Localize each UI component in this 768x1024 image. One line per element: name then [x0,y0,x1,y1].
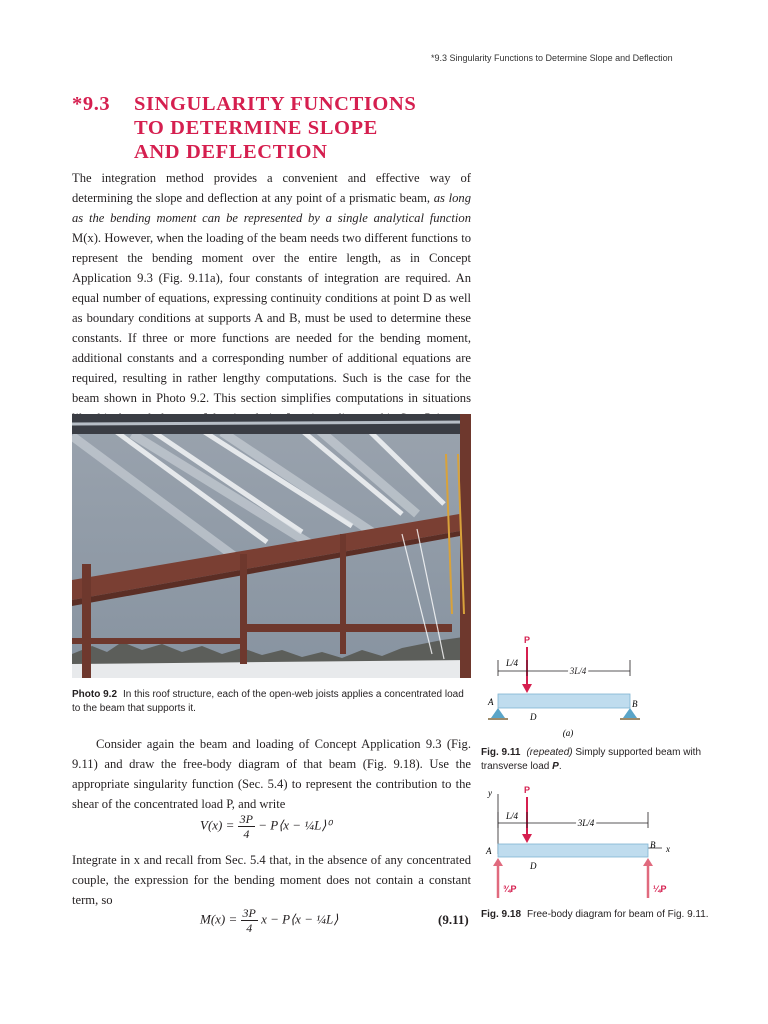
fig11-load-label: P [523,635,531,645]
fig11-caption-text: Simply supported beam with transverse load [481,747,702,772]
fig18-caption [481,908,721,922]
fig11-dim-right: 3L/4 [569,666,587,676]
fig18-dim-left: L/4 [505,811,519,821]
photo-caption-text: In this roof structure, each of the open-web joists applies a concentrated load to the beam that supports it. [72,689,464,714]
intro-text-italic: as long as the bending moment can be represented by a single analytical function [72,191,471,225]
eq1-rest: − P⟨x − ¼L⟩⁰ [258,817,332,833]
running-head: *9.3 Singularity Functions to Determine Slope and Deflection [431,53,673,63]
equation-number: (9.11) [438,912,469,927]
photo-caption [72,688,472,716]
photo-label: Photo 9.2 [72,689,118,700]
eq1-numerator: 3P [239,812,253,826]
eq2-denominator: 4 [246,921,253,935]
intro-text-a: The integration method provides a convenient and effective way of determining the slope and deflection at any point of a prismatic beam, [72,171,471,205]
fig18-reaction-b-arrowhead [643,858,653,866]
eq2-rest: x − P⟨x − ¼L⟩ [261,911,339,927]
fig11-support-a [491,708,505,718]
fig11-point-b: B [632,699,638,709]
eq2-lhs: M(x) = [200,911,238,927]
figure-9-11 [480,632,660,742]
eq2-numerator: 3P [242,906,256,920]
section-title-line-3: AND DEFLECTION [134,141,328,163]
section-number: *9.3 [72,93,111,115]
figure-9-18 [480,782,680,900]
fig11-caption-bold: P [552,761,559,772]
fig11-caption-end: . [558,761,562,772]
fig11-sublabel: (a) [562,728,574,738]
eq2-fraction [241,906,258,935]
fig11-dim-left: L/4 [505,658,519,668]
fig18-load-arrowhead [522,834,532,843]
eq1-fraction [238,812,255,841]
section-title-line-2: TO DETERMINE SLOPE [134,117,378,139]
fig11-point-a: A [488,697,494,707]
fig18-dim-right: 3L/4 [577,818,595,828]
section-title [72,92,492,164]
intro-paragraph [72,168,471,428]
fig11-caption-italic: (repeated) [526,747,573,758]
fig18-y-label: y [488,788,492,798]
fig18-reaction-b-label: ¼P [653,884,667,894]
paragraph-integrate: Integrate in x and recall from Sec. 5.4 that, in the absence of any concentrated couple, the expression for the bending moment does not contain a constant term, so [72,853,471,907]
paragraph-consider: Consider again the beam and loading of Concept Application 9.3 (Fig. 9.11) and draw the free-body diagram of that beam (Fig. 9.18). Use the appropriate singularity function (Sec. 5.4) to represent the contribution to the shear of the concentrated load P, and write [72,737,471,811]
fig18-caption-text: Free-body diagram for beam of Fig. 9.11. [527,909,709,920]
fig11-diagram [480,632,660,742]
fig18-diagram [480,782,680,900]
section-title-line-1: SINGULARITY FUNCTIONS [134,93,417,115]
equation-moment [200,906,338,935]
fig18-beam [498,844,648,857]
fig11-beam [498,694,630,708]
eq1-lhs: V(x) = [200,817,235,833]
fig18-label: Fig. 9.18 [481,909,522,920]
fig11-label: Fig. 9.11 [481,747,521,758]
eq1-denominator: 4 [243,827,250,841]
fig18-load-label: P [523,785,531,795]
fig18-point-b: B [650,840,656,850]
equation-shear [200,812,332,841]
fig11-load-arrowhead [522,684,532,693]
fig11-caption [481,746,721,774]
roof-structure-photo [72,414,471,678]
intro-text-b: M(x). However, when the loading of the beam needs two different functions to represent the bending moment over the entire length, as in Concept Application 9.3 (Fig. 9.11a), four constants of integration are required. An equal number of equations, expressing continuity conditions at point D as well as boundary conditions at supports A and B, must be used to determine these constants. If three or more functions are needed for the bending moment, additional constants and a corresponding number of additional equations are required, resulting in rather lengthy computations. Such is the case for the beam shown in Photo 9.2. This section simplifies computations in situations [72,231,471,405]
fig18-x-label: x [666,844,670,854]
fig18-reaction-a-arrowhead [493,858,503,866]
fig18-point-d: D [530,861,537,871]
fig11-point-d: D [530,712,537,722]
fig18-point-a: A [486,846,492,856]
fig18-reaction-a-label: ¾P [503,884,517,894]
roof-photo-image [72,414,471,678]
fig11-support-b [623,708,637,718]
